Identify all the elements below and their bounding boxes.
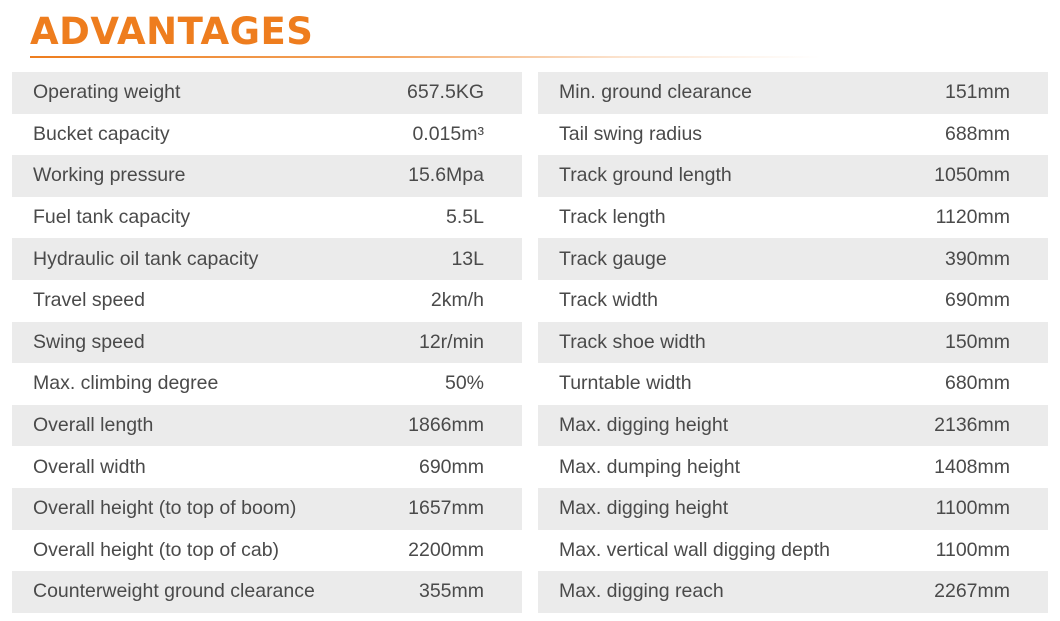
spec-value: 680mm [944, 372, 1010, 395]
spec-value: 0.015m³ [412, 122, 484, 145]
spec-value: 1100mm [935, 497, 1010, 520]
spec-label: Operating weight [33, 81, 181, 104]
spec-label: Overall height (to top of cab) [33, 538, 280, 561]
spec-row [538, 114, 1048, 156]
spec-value: 2km/h [430, 289, 484, 312]
spec-label: Track width [559, 289, 658, 312]
spec-value: 13L [451, 247, 484, 270]
spec-value: 2267mm [934, 580, 1010, 603]
spec-row [12, 238, 522, 280]
spec-label: Overall height (to top of boom) [33, 497, 297, 520]
spec-value: 12r/min [418, 330, 484, 353]
spec-row [12, 530, 522, 572]
spec-value: 390mm [944, 247, 1010, 270]
spec-value: 150mm [944, 330, 1010, 353]
spec-table-left [12, 72, 522, 613]
spec-label: Max. digging height [559, 497, 729, 520]
spec-label: Track shoe width [559, 330, 706, 353]
spec-label: Max. climbing degree [33, 372, 219, 395]
spec-table-right [538, 72, 1048, 613]
spec-value: 15.6Mpa [408, 164, 484, 187]
spec-value: 657.5KG [407, 81, 484, 104]
spec-value: 1050mm [934, 164, 1010, 187]
spec-value: 50% [444, 372, 484, 395]
spec-label: Track gauge [559, 247, 667, 270]
spec-label: Fuel tank capacity [33, 206, 191, 229]
spec-value: 5.5L [446, 206, 484, 229]
spec-row [538, 238, 1048, 280]
spec-row [538, 363, 1048, 405]
spec-label: Overall width [33, 455, 146, 478]
spec-label: Max. dumping height [559, 455, 741, 478]
spec-value: 2200mm [408, 538, 484, 561]
spec-value: 690mm [944, 289, 1010, 312]
spec-label: Counterweight ground clearance [33, 580, 315, 603]
page-title: ADVANTAGES [30, 10, 314, 53]
spec-value: 688mm [944, 122, 1010, 145]
spec-row [12, 72, 522, 114]
spec-row [12, 446, 522, 488]
spec-row [538, 72, 1048, 114]
spec-value: 1866mm [408, 414, 484, 437]
spec-value: 1657mm [408, 497, 484, 520]
spec-label: Hydraulic oil tank capacity [33, 247, 259, 270]
spec-value: 1100mm [935, 538, 1010, 561]
spec-row [538, 280, 1048, 322]
spec-value: 355mm [418, 580, 484, 603]
spec-row [538, 197, 1048, 239]
spec-row [538, 530, 1048, 572]
spec-label: Track length [559, 206, 666, 229]
spec-row [538, 155, 1048, 197]
spec-row [538, 405, 1048, 447]
spec-row [538, 488, 1048, 530]
spec-label: Swing speed [33, 330, 145, 353]
spec-label: Working pressure [33, 164, 186, 187]
spec-row [12, 155, 522, 197]
spec-row [12, 197, 522, 239]
spec-value: 2136mm [934, 414, 1010, 437]
spec-label: Travel speed [33, 289, 146, 312]
spec-label: Track ground length [559, 164, 732, 187]
spec-row [12, 488, 522, 530]
spec-row [12, 571, 522, 613]
spec-row [538, 571, 1048, 613]
spec-label: Min. ground clearance [559, 81, 752, 104]
spec-row [12, 114, 522, 156]
spec-label: Max. digging height [559, 414, 729, 437]
spec-label: Bucket capacity [33, 122, 170, 145]
spec-value: 1120mm [935, 206, 1010, 229]
title-underline [30, 56, 820, 58]
spec-label: Overall length [33, 414, 154, 437]
spec-label: Max. digging reach [559, 580, 724, 603]
spec-row [12, 363, 522, 405]
spec-row [12, 322, 522, 364]
spec-row [12, 280, 522, 322]
spec-row [538, 446, 1048, 488]
spec-value: 1408mm [934, 455, 1010, 478]
spec-value: 690mm [418, 455, 484, 478]
spec-row [12, 405, 522, 447]
spec-label: Tail swing radius [559, 122, 703, 145]
spec-label: Max. vertical wall digging depth [559, 538, 830, 561]
spec-value: 151mm [944, 81, 1010, 104]
spec-label: Turntable width [559, 372, 692, 395]
spec-row [538, 322, 1048, 364]
